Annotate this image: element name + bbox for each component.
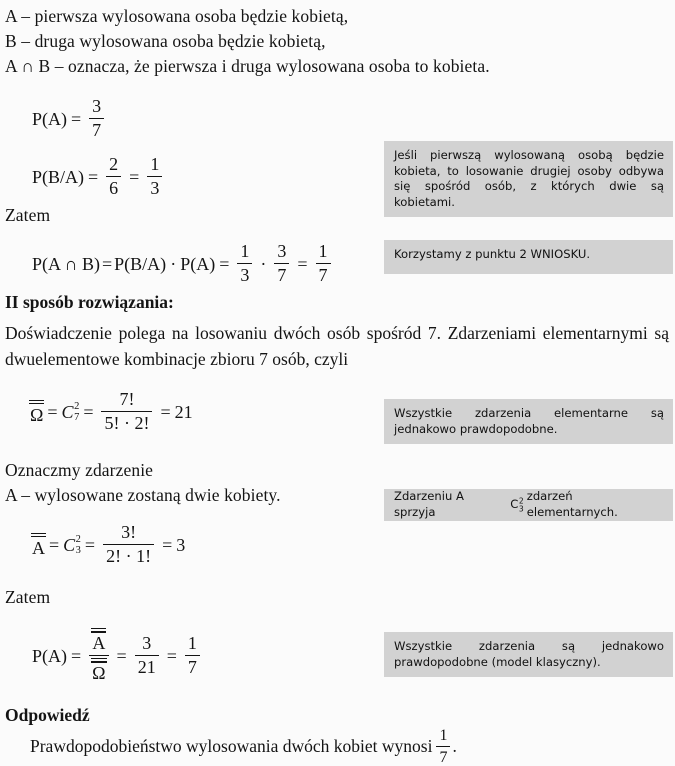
fraction-2-6 bbox=[106, 155, 121, 198]
equals-sign: = bbox=[88, 166, 99, 187]
a-double-overline bbox=[92, 628, 105, 653]
fraction-denominator: 3 bbox=[240, 264, 250, 285]
formula-label-pa: P(A) bbox=[32, 645, 67, 666]
fraction-numerator: 7! bbox=[119, 389, 135, 409]
callout-classical: Wszystkie zdarzenia są jednakowo prawdopodobne (model klasyczny). bbox=[384, 632, 673, 677]
equals-sign: = bbox=[162, 534, 173, 555]
fraction-a-over-omega bbox=[89, 628, 108, 683]
fraction-denominator: 7 bbox=[277, 264, 287, 285]
equals-sign: = bbox=[160, 401, 171, 422]
omega-symbol: Ω bbox=[92, 662, 106, 683]
callout-text-after: zdarzeń elementarnych. bbox=[526, 489, 618, 519]
multiplication-dot: · bbox=[170, 253, 177, 274]
zatem-label-1: Zatem bbox=[5, 205, 51, 225]
callout-elementary: Wszystkie zdarzenia elementarne są jednakowo prawdopodobne. bbox=[384, 399, 673, 444]
heading-method-two: II sposób rozwiązania: bbox=[5, 292, 174, 312]
answer-period: . bbox=[452, 735, 457, 756]
fraction-denominator: 7 bbox=[92, 119, 102, 140]
fraction-denominator: 21 bbox=[137, 656, 156, 677]
equals-sign: = bbox=[71, 108, 82, 129]
formula-intersection-probability bbox=[32, 242, 335, 285]
heading-answer: Odpowiedź bbox=[5, 705, 90, 725]
label-define-event: Oznaczmy zdarzenie bbox=[5, 460, 154, 480]
equals-sign: = bbox=[71, 645, 82, 666]
fraction-3-7 bbox=[89, 97, 104, 140]
omega-result: 21 bbox=[174, 401, 193, 422]
fraction-3-21 bbox=[135, 634, 159, 677]
equals-sign: = bbox=[129, 166, 140, 187]
combination-indices bbox=[76, 535, 81, 557]
combination-symbol-c-7-2 bbox=[62, 401, 80, 423]
formula-probability-a bbox=[32, 97, 108, 140]
definition-event-a: A – pierwsza wylosowana osoba będzie kobietą, bbox=[5, 6, 349, 26]
formula-label-pa: P(A) bbox=[32, 108, 67, 129]
fraction-denominator: 5! · 2! bbox=[104, 412, 150, 433]
fraction-1-7 bbox=[185, 634, 200, 677]
combination-subscript: 7 bbox=[74, 411, 80, 423]
definition-event-a-two-women: A – wylosowane zostaną dwie kobiety. bbox=[5, 485, 281, 505]
formula-omega-cardinality bbox=[30, 390, 193, 433]
fraction-denominator: 7 bbox=[318, 264, 328, 285]
zatem-label-2: Zatem bbox=[5, 587, 51, 607]
omega-symbol: Ω bbox=[30, 404, 44, 425]
combination-superscript: 2 bbox=[74, 400, 80, 412]
combination-superscript: 2 bbox=[518, 496, 524, 506]
fraction-numerator: 1 bbox=[187, 633, 197, 653]
fraction-1-7 bbox=[436, 727, 450, 766]
omega-double-overline bbox=[30, 400, 43, 424]
fraction-numerator: 1 bbox=[150, 154, 160, 174]
fraction-numerator: 1 bbox=[439, 727, 448, 744]
a-result: 3 bbox=[176, 534, 186, 555]
formula-label-intersection: P(A ∩ B) bbox=[32, 253, 101, 274]
formula-label-pba: P(B/A) bbox=[32, 166, 85, 187]
equals-sign: = bbox=[84, 534, 96, 555]
fraction-numerator: 3 bbox=[92, 96, 102, 116]
callout-conditional: Jeśli pierwszą wylosowaną osobą będzie kobieta, to losowanie drugiej osoby odbywa się spośród osób, z których dwie są kobietami. bbox=[384, 141, 673, 217]
fraction-denominator: 2! · 1! bbox=[106, 545, 152, 566]
fraction-numerator: 2 bbox=[109, 154, 119, 174]
fraction-numerator: 1 bbox=[240, 241, 250, 261]
paragraph-experiment-description: Doświadczenie polega na losowaniu dwóch osób spośród 7. Zdarzeniami elementarnymi są dwuelementowe kombinacje zbioru 7 osób, czyli bbox=[5, 323, 669, 369]
combination-indices bbox=[519, 498, 524, 513]
fraction-denominator: 3 bbox=[150, 177, 160, 198]
event-a-symbol: A bbox=[92, 633, 106, 653]
omega-double-overline bbox=[92, 658, 105, 683]
fraction-numerator: 3 bbox=[277, 241, 287, 261]
formula-conditional-probability-b-given-a bbox=[32, 155, 166, 198]
fraction-factorials-omega bbox=[101, 390, 152, 433]
formula-classical-probability-a bbox=[32, 628, 204, 683]
fraction-denominator: 7 bbox=[187, 656, 197, 677]
combination-indices bbox=[74, 402, 79, 424]
equals-sign: = bbox=[83, 401, 94, 422]
combination-subscript: 3 bbox=[518, 504, 524, 514]
combination-letter: C bbox=[61, 401, 74, 422]
term-conditional: P(B/A) bbox=[114, 253, 167, 274]
formula-a-cardinality bbox=[32, 523, 185, 566]
a-double-overline bbox=[32, 533, 45, 557]
fraction-bar bbox=[89, 655, 108, 656]
multiplication-dot: · bbox=[260, 253, 267, 274]
fraction-denominator: 7 bbox=[439, 748, 448, 766]
answer-text: Prawdopodobieństwo wylosowania dwóch kobiet wynosi bbox=[30, 735, 433, 756]
callout-text-before: Zdarzeniu A sprzyja bbox=[394, 489, 464, 519]
fraction-numerator: 3! bbox=[121, 522, 137, 542]
fraction-1-3 bbox=[147, 155, 162, 198]
combination-symbol-c-3-2 bbox=[63, 534, 81, 556]
combination-letter: C bbox=[510, 497, 519, 512]
combination-superscript: 2 bbox=[75, 533, 81, 545]
combination-subscript: 3 bbox=[75, 544, 81, 556]
equals-sign: = bbox=[297, 253, 308, 274]
callout-wniosek: Korzystamy z punktu 2 WNIOSKU. bbox=[384, 240, 673, 274]
definition-event-a-and-b: A ∩ B – oznacza, że pierwsza i druga wylosowana osoba to kobieta. bbox=[5, 56, 490, 76]
callout-combination-symbol bbox=[510, 497, 523, 513]
equals-sign: = bbox=[219, 253, 230, 274]
fraction-denominator: 6 bbox=[109, 177, 119, 198]
fraction-numerator: 3 bbox=[142, 633, 152, 653]
fraction-3-7 bbox=[274, 242, 289, 285]
equals-sign: = bbox=[49, 534, 60, 555]
equals-sign: = bbox=[116, 645, 127, 666]
answer-statement bbox=[30, 727, 457, 766]
fraction-numerator: 1 bbox=[318, 241, 328, 261]
fraction-1-7 bbox=[316, 242, 331, 285]
fraction-numerator bbox=[89, 628, 108, 653]
event-a-symbol: A bbox=[32, 537, 45, 558]
fraction-1-3 bbox=[237, 242, 252, 285]
fraction-denominator bbox=[89, 658, 108, 683]
equals-sign: = bbox=[166, 645, 177, 666]
fraction-factorials-a bbox=[103, 523, 154, 566]
fraction-bar bbox=[436, 746, 450, 747]
equals-sign: = bbox=[102, 253, 113, 274]
definition-event-b: B – druga wylosowana osoba będzie kobietą, bbox=[5, 31, 326, 51]
callout-favourable bbox=[384, 489, 673, 521]
combination-letter: C bbox=[63, 534, 76, 555]
equals-sign: = bbox=[47, 401, 58, 422]
term-pa: P(A) bbox=[180, 253, 216, 274]
